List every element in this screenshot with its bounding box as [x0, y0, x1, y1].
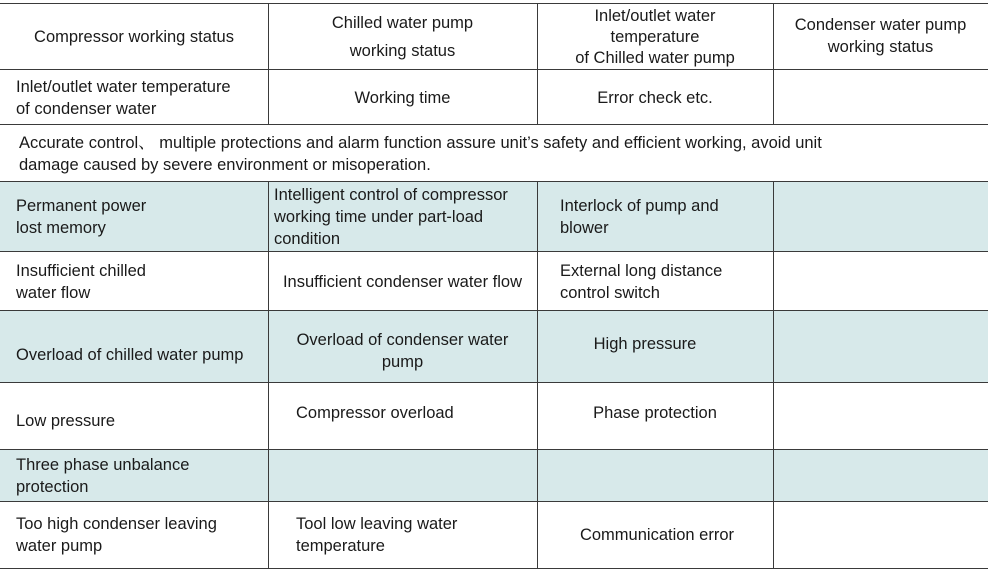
grid-line — [0, 449, 988, 450]
cell-chilled-inlet-outlet-temp — [537, 4, 773, 70]
cell-high-condenser-leaving — [0, 502, 268, 568]
cell-text: Compressor working status — [34, 28, 234, 46]
grid-line — [0, 310, 988, 311]
grid-line — [773, 181, 774, 568]
cell-text: High pressure — [593, 335, 697, 353]
grid-line — [0, 69, 988, 70]
cell-empty — [773, 70, 988, 125]
cell-external-control-switch — [537, 252, 773, 311]
cell-error-check — [537, 70, 773, 125]
cell-working-time — [268, 70, 537, 125]
cell-text: Too high condenser leaving water pump — [16, 515, 217, 555]
cell-text: Chilled water pump working status — [331, 14, 474, 60]
protection-row-3 — [0, 311, 988, 383]
cell-insufficient-condenser-flow — [268, 252, 537, 311]
protection-row-1 — [0, 182, 988, 252]
status-row-1 — [0, 4, 988, 70]
description-text — [0, 125, 988, 182]
cell-phase-protection — [537, 383, 773, 450]
cell-interlock-pump-blower — [537, 182, 773, 252]
grid-line — [537, 3, 538, 124]
cell-text: Insufficient condenser water flow — [282, 272, 523, 291]
cell-communication-error — [537, 502, 773, 568]
cell-empty — [268, 450, 537, 502]
description-row — [0, 125, 988, 182]
grid-line — [0, 124, 988, 125]
cell-chilled-pump-overload — [0, 311, 268, 383]
cell-text: Condenser water pump working status — [794, 16, 967, 56]
cell-text: Overload of chilled water pump — [16, 346, 244, 364]
cell-text: Communication error — [579, 526, 735, 544]
grid-line — [0, 181, 988, 182]
cell-empty — [773, 311, 988, 383]
cell-text: Overload of condenser water pump — [296, 331, 509, 371]
cell-text: Tool low leaving water temperature — [296, 515, 458, 555]
cell-text: Permanent power lost memory — [16, 197, 147, 237]
cell-empty — [773, 502, 988, 568]
cell-empty — [773, 252, 988, 311]
status-row-2 — [0, 70, 988, 125]
cell-three-phase-unbalance — [0, 450, 268, 502]
protection-row-6 — [0, 502, 988, 568]
cell-text: Inlet/outlet water temperature of Chilled water pump — [575, 6, 735, 67]
cell-condenser-pump-status — [773, 4, 988, 70]
cell-text: Accurate control、 multiple protections and alarm function assure unit’s safety and efficient working, avoid unit damage caused by severe environment or misoperation. — [19, 133, 822, 174]
grid-line — [0, 568, 988, 569]
grid-line — [0, 382, 988, 383]
cell-condenser-pump-overload — [268, 311, 537, 383]
cell-text: Insufficient chilled water flow — [16, 261, 146, 302]
cell-text: Inlet/outlet water temperature of condenser water — [16, 77, 231, 118]
cell-text: Interlock of pump and blower — [560, 197, 719, 237]
grid-line — [773, 3, 774, 124]
grid-line — [0, 501, 988, 502]
cell-low-leaving-water-temp — [268, 502, 537, 568]
cell-high-pressure — [537, 311, 773, 383]
cell-empty — [773, 450, 988, 502]
grid-line — [0, 251, 988, 252]
cell-empty — [773, 383, 988, 450]
cell-compressor-overload — [268, 383, 537, 450]
cell-text: External long distance control switch — [560, 261, 723, 302]
cell-intelligent-control — [268, 182, 537, 252]
cell-power-lost-memory — [0, 182, 268, 252]
protection-row-5 — [0, 450, 988, 502]
cell-text: Compressor overload — [296, 404, 454, 422]
grid-line — [537, 181, 538, 568]
cell-text: Error check etc. — [597, 88, 713, 107]
cell-compressor-working-status — [0, 4, 268, 70]
protection-row-2 — [0, 252, 988, 311]
cell-condenser-inlet-outlet-temp — [0, 70, 268, 125]
grid-line — [0, 3, 988, 4]
grid-line — [268, 3, 269, 124]
cell-text: Low pressure — [16, 411, 116, 430]
cell-chilled-pump-status — [268, 4, 537, 70]
cell-text: Phase protection — [593, 404, 717, 422]
grid-line — [268, 181, 269, 568]
cell-insufficient-chilled-flow — [0, 252, 268, 311]
cell-empty — [773, 182, 988, 252]
cell-empty — [537, 450, 773, 502]
cell-text: Working time — [354, 88, 451, 107]
cell-text: Intelligent control of compressor working time under part-load condition — [274, 186, 508, 248]
protection-row-4 — [0, 383, 988, 450]
cell-text: Three phase unbalance protection — [16, 456, 190, 496]
cell-low-pressure — [0, 383, 268, 450]
